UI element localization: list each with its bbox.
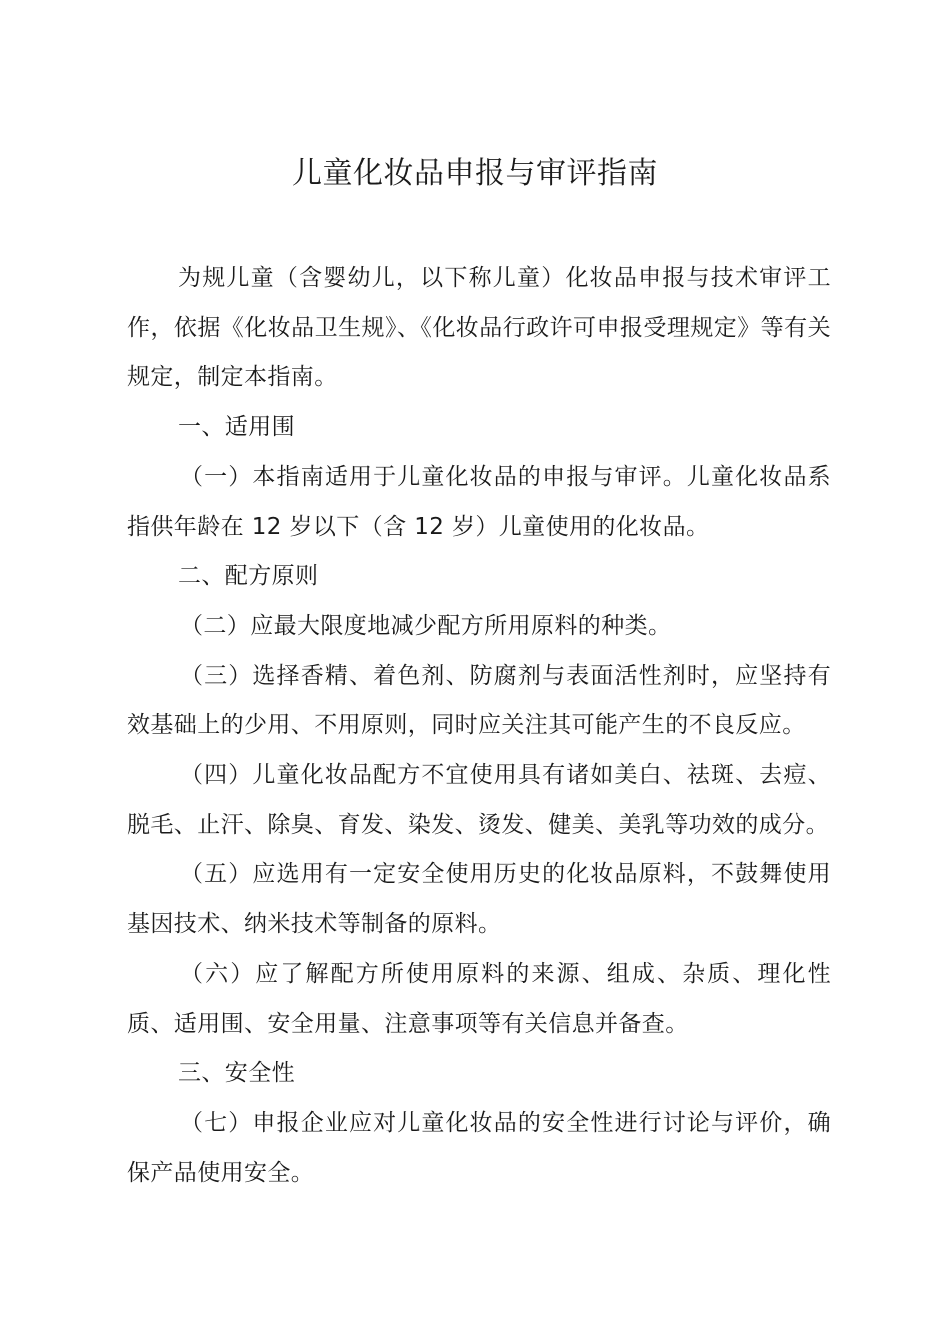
clause-7: （七）申报企业应对儿童化妆品的安全性进行讨论与评价，确保产品使用安全。 — [127, 1109, 831, 1186]
clause-1: （一）本指南适用于儿童化妆品的申报与审评。儿童化妆品系指供年龄在 12 岁以下（含 12 岁）儿童使用的化妆品。 — [127, 463, 831, 540]
document-body — [127, 254, 831, 1198]
clause-6: （六）应了解配方所使用原料的来源、组成、杂质、理化性质、适用围、安全用量、注意事项等有关信息并备查。 — [127, 960, 831, 1037]
clause-2: （二）应最大限度地减少配方所用原料的种类。 — [180, 612, 672, 639]
clause-3: （三）选择香精、着色剂、防腐剂与表面活性剂时，应坚持有效基础上的少用、不用原则，同时应关注其可能产生的不良反应。 — [127, 662, 831, 739]
section-heading-formula: 二、配方原则 — [178, 563, 319, 590]
intro-paragraph: 为规儿童（含婴幼儿，以下称儿童）化妆品申报与技术审评工作，依据《化妆品卫生规》、《化妆品行政许可申报受理规定》等有关规定，制定本指南。 — [127, 265, 831, 391]
clause-5: （五）应选用有一定安全使用历史的化妆品原料，不鼓舞使用基因技术、纳米技术等制备的原料。 — [127, 861, 831, 938]
document-title: 儿童化妆品申报与审评指南 — [292, 156, 658, 191]
clause-4: （四）儿童化妆品配方不宜使用具有诸如美白、祛斑、去痘、脱毛、止汗、除臭、育发、染发、烫发、健美、美乳等功效的成分。 — [127, 762, 831, 838]
section-heading-scope: 一、适用围 — [178, 414, 295, 441]
section-heading-safety: 三、安全性 — [178, 1060, 295, 1087]
